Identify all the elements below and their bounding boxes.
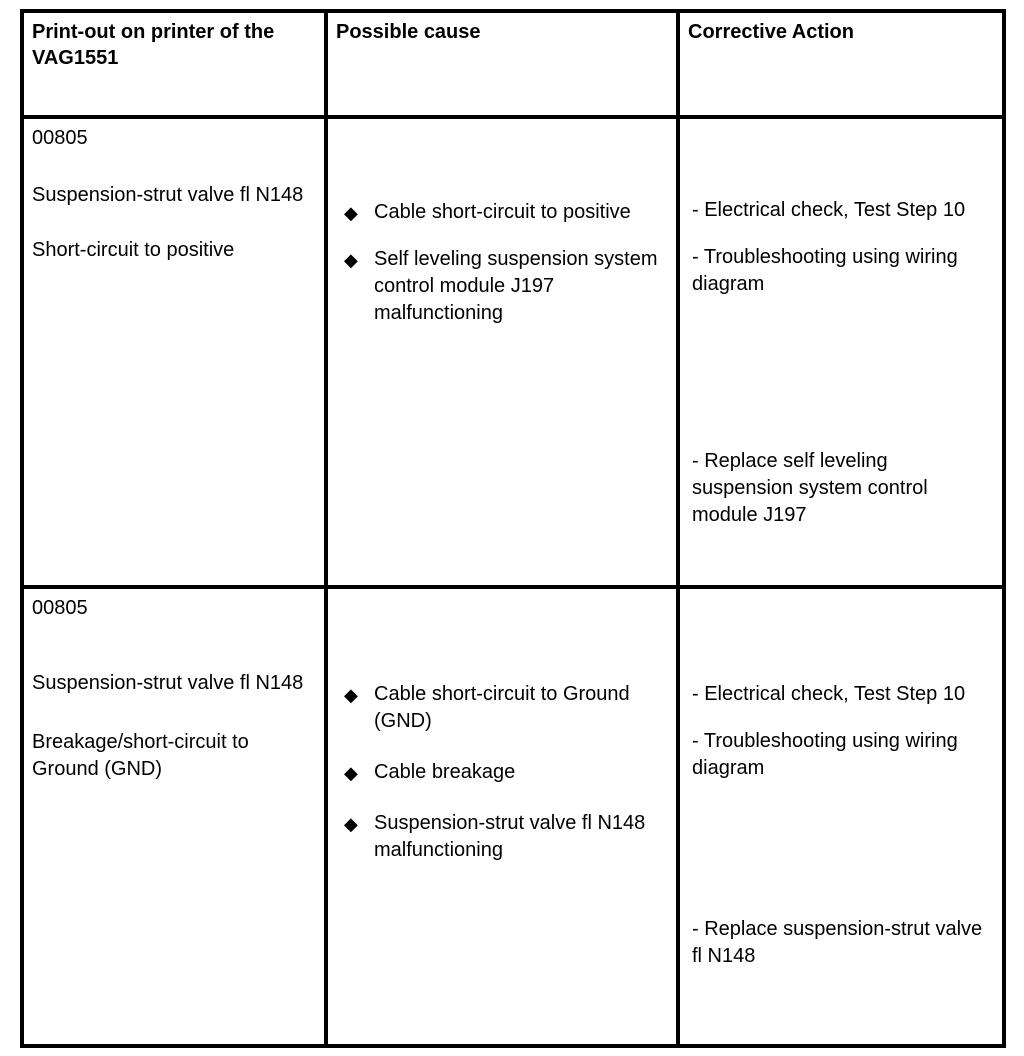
cause-text: Cable short-circuit to Ground (GND) [374, 683, 630, 732]
cause-text: Suspension-strut valve fl N148 malfunctioning [374, 812, 646, 861]
diamond-bullet-icon: ◆ [344, 763, 358, 783]
diamond-bullet-icon: ◆ [344, 814, 358, 834]
action-text: - Replace self leveling suspension system control module J197 [692, 450, 928, 526]
table-row [22, 117, 1004, 587]
fault-code: 00805 [32, 597, 88, 619]
table-row [22, 587, 1004, 1046]
header-printout: Print-out on printer of the VAG1551 [22, 11, 326, 117]
cause-list [344, 681, 666, 864]
diamond-bullet-icon: ◆ [344, 203, 358, 223]
troubleshooting-table [20, 9, 1006, 1048]
printout-cell [22, 587, 326, 1046]
action-text: - Replace suspension-strut valve fl N148 [692, 918, 983, 967]
list-item [344, 759, 666, 786]
cause-text: Cable short-circuit to positive [374, 201, 631, 223]
fault-code: 00805 [32, 127, 88, 149]
troubleshooting-table-container [20, 9, 1002, 1044]
component-name: Suspension-strut valve fl N148 [32, 184, 304, 206]
action-text: - Electrical check, Test Step 10 [692, 199, 966, 221]
fault-description: Breakage/short-circuit to Ground (GND) [32, 731, 249, 780]
list-item [344, 246, 666, 327]
list-item [344, 810, 666, 864]
corrective-action-cell [678, 117, 1004, 587]
possible-cause-cell [326, 587, 678, 1046]
list-item [344, 681, 666, 735]
cause-list [344, 199, 666, 327]
list-item [344, 199, 666, 226]
cause-text: Self leveling suspension system control module J197 malfunctioning [374, 248, 658, 324]
component-name: Suspension-strut valve fl N148 [32, 672, 304, 694]
possible-cause-cell [326, 117, 678, 587]
action-text: - Troubleshooting using wiring diagram [692, 246, 958, 295]
diamond-bullet-icon: ◆ [344, 250, 358, 270]
cause-text: Cable breakage [374, 761, 516, 783]
diamond-bullet-icon: ◆ [344, 685, 358, 705]
action-text: - Troubleshooting using wiring diagram [692, 730, 958, 779]
header-possible-cause: Possible cause [326, 11, 678, 117]
action-text: - Electrical check, Test Step 10 [692, 683, 966, 705]
printout-cell [22, 117, 326, 587]
fault-description: Short-circuit to positive [32, 239, 235, 261]
header-corrective-action: Corrective Action [678, 11, 1004, 117]
table-header-row [22, 11, 1004, 117]
corrective-action-cell [678, 587, 1004, 1046]
